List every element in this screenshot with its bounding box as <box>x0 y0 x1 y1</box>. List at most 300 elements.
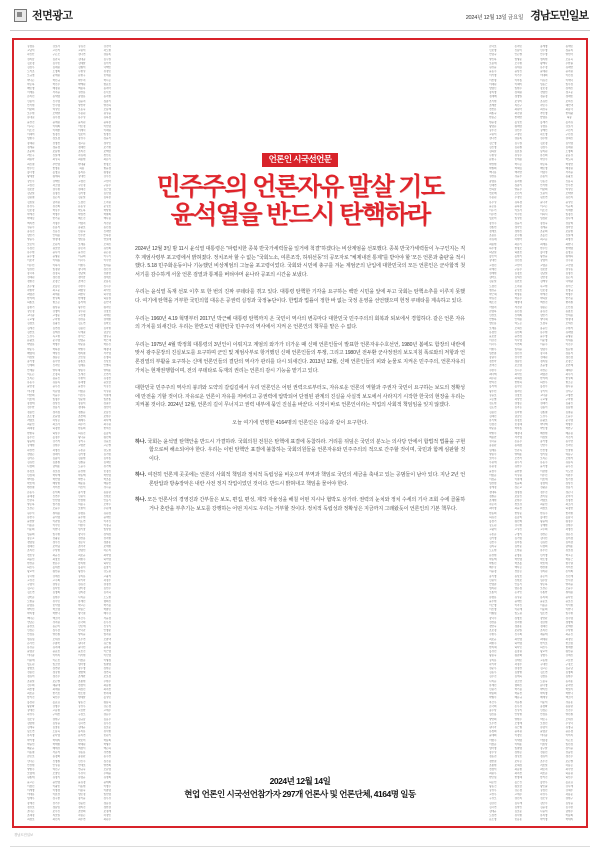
signatory-name: 신성식 <box>514 709 522 713</box>
signatory-name: 고다솜 <box>540 393 548 397</box>
signatory-name: 이영경 <box>540 738 548 742</box>
signatory-name: 권영은 <box>27 452 35 456</box>
signatory-name: 하동원 <box>565 772 573 776</box>
signatory-name: 임성빈 <box>27 267 35 271</box>
signatory-name: 류이근 <box>565 284 573 288</box>
signatory-name: 김준일 <box>489 280 497 284</box>
signatory-name: 고병찬 <box>565 393 573 397</box>
signatory-name: 최수연 <box>565 767 573 771</box>
signatory-name: 최성욱 <box>52 158 60 162</box>
signatory-name: 류진희 <box>52 204 60 208</box>
signatory-name: 정종훈 <box>103 540 111 544</box>
signatory-name: 엄민용 <box>489 322 497 326</box>
signatory-name: 유승목 <box>565 461 573 465</box>
signatory-name: 유우성 <box>489 200 497 204</box>
signatory-name: 전영선 <box>52 141 60 145</box>
signatory-name: 박근혜 <box>103 339 111 343</box>
signatory-name: 유원정 <box>489 465 497 469</box>
signatory-name: 민정혜 <box>27 473 35 477</box>
signatory-name: 안재승 <box>514 318 522 322</box>
signatory-name: 최혜정 <box>514 377 522 381</box>
signatory-name: 정동권 <box>489 755 497 759</box>
signatory-name: 문영훈 <box>27 604 35 608</box>
signatory-name: 신상호 <box>103 360 111 364</box>
signatory-name: 김신영 <box>103 192 111 196</box>
signatory-name: 정용인 <box>514 360 522 364</box>
signatory-name: 김아름 <box>514 540 522 544</box>
signatory-name: 허남설 <box>103 297 111 301</box>
signatory-name: 신정은 <box>27 629 35 633</box>
signatory-name: 오마주 <box>489 456 497 460</box>
signatory-name: 안서현 <box>27 103 35 107</box>
signatory-name: 박보미 <box>565 688 573 692</box>
signatory-name: 김동우 <box>103 717 111 721</box>
signatory-name: 홍근진 <box>514 780 522 784</box>
signatory-name: 최규진 <box>565 633 573 637</box>
signatory-name: 심층기 <box>103 99 111 103</box>
signatory-name: 배재성 <box>540 696 548 700</box>
signatory-name: 지호일 <box>52 814 60 818</box>
signatory-name: 오창민 <box>540 721 548 725</box>
signatory-name: 함영훈 <box>540 116 548 120</box>
signatory-name: 윤주영 <box>540 335 548 339</box>
signatory-name: 김양진 <box>514 805 522 809</box>
signatory-name: 용윤신 <box>540 326 548 330</box>
signatory-name: 임주현 <box>52 532 60 536</box>
signatory-name: 안관옥 <box>27 498 35 502</box>
signatory-name: 양진하 <box>103 103 111 107</box>
signatory-name: 박다해 <box>52 473 60 477</box>
signatory-name: 석진환 <box>103 221 111 225</box>
signatory-name: 신채연 <box>103 229 111 233</box>
signatory-name: 강현우 <box>565 524 573 528</box>
signatory-name: 변지철 <box>565 301 573 305</box>
signatory-name: 홍인택 <box>489 255 497 259</box>
signatory-name: 김가영 <box>489 536 497 540</box>
signatory-name: 정승임 <box>52 805 60 809</box>
signatory-name: 송은미 <box>540 574 548 578</box>
signatory-name: 홍영표 <box>565 250 573 254</box>
signatory-name: 최지선 <box>103 688 111 692</box>
signatory-name: 홍현기 <box>27 305 35 309</box>
demand-text: 여전히 언론계 곳곳에는 언론의 사회적 책임과 정치적 독립성을 비웃으며 부역과 책임로 국민의 세금을 축내고 있는 공범들이 남아 있다. 지난 2년 언론탄압과 방송장악은 내란 사전 정지 작업이었던 것이다. 반드시 밝혀내고 책임을 물어야 한다. <box>147 472 466 487</box>
signatory-name: 임기창 <box>565 477 573 481</box>
signatory-name: 서준석 <box>540 700 548 704</box>
signatory-name: 허승 <box>566 116 572 120</box>
signatory-name: 지영호 <box>27 419 35 423</box>
signatory-name: 진시우 <box>103 284 111 288</box>
signatory-name: 하경헌 <box>565 507 573 511</box>
signatory-name: 장필수 <box>489 356 497 360</box>
signatory-name: 이동현 <box>78 784 86 788</box>
signatory-name: 신현보 <box>103 494 111 498</box>
signatory-name: 정은나 <box>565 490 573 494</box>
signatory-name: 조충현 <box>489 763 497 767</box>
signatory-name: 동지훈 <box>78 730 86 734</box>
signatory-name: 오윤주 <box>52 507 60 511</box>
signatory-name: 김두열 <box>103 57 111 61</box>
signatory-name: 문동성 <box>565 154 573 158</box>
signatory-name: 우현석 <box>565 326 573 330</box>
signatory-name: 정수진 <box>52 540 60 544</box>
signatory-name: 이효상 <box>540 742 548 746</box>
signatory-name: 이시우 <box>489 343 497 347</box>
signatory-name: 우원재 <box>489 461 497 465</box>
signatory-name: 심재훈 <box>78 364 86 368</box>
signatory-name: 정강현 <box>540 620 548 624</box>
signatory-name: 현예슬 <box>565 646 573 650</box>
signatory-name: 임도원 <box>514 612 522 616</box>
signatory-name: 황윤태 <box>540 519 548 523</box>
signatory-name: 김지숙 <box>489 545 497 549</box>
signatory-name: 최호준 <box>27 692 35 696</box>
signatory-name: 유명식 <box>52 776 60 780</box>
signatory-name: 장세정 <box>489 486 497 490</box>
signatory-name: 홍갑의 <box>103 431 111 435</box>
signatory-name: 최병성 <box>565 238 573 242</box>
signatory-name: 정혜민 <box>540 625 548 629</box>
signatory-name: 송은미 <box>52 625 60 629</box>
signatory-name: 이태훈 <box>514 742 522 746</box>
signatory-name: 장은교 <box>514 486 522 490</box>
signatory-name: 노윤주 <box>565 414 573 418</box>
signatory-name: 서준석 <box>52 751 60 755</box>
signatory-name: 강기석 <box>52 440 60 444</box>
signatory-name: 문성호 <box>514 288 522 292</box>
signatory-name: 오원석 <box>52 242 60 246</box>
signatory-name: 박한나 <box>52 612 60 616</box>
signatory-name: 안상현 <box>27 763 35 767</box>
signatory-name: 방준호 <box>103 82 111 86</box>
signatory-name: 오영재 <box>514 721 522 725</box>
signatory-name: 우성덕 <box>565 721 573 725</box>
signatory-name: 김유빈 <box>27 461 35 465</box>
signatory-name: 함영훈 <box>52 166 60 170</box>
signatory-name: 성지원 <box>540 570 548 574</box>
signatory-name: 홍창기 <box>103 566 111 570</box>
signatory-name: 이채린 <box>103 129 111 133</box>
signatory-name: 황교익 <box>27 570 35 574</box>
signatory-name: 선담은 <box>27 620 35 624</box>
signatory-name: 엄기섭 <box>52 503 60 507</box>
signatory-name: 최승현 <box>489 242 497 246</box>
signatory-name: 연보배 <box>103 238 111 242</box>
signatory-name: 오혜진 <box>514 326 522 330</box>
signatory-name: 강도원 <box>489 524 497 528</box>
signatory-name: 권우현 <box>540 137 548 141</box>
signatory-name: 오연서 <box>103 372 111 376</box>
signatory-name: 권순우 <box>103 713 111 717</box>
signatory-name: 우제윤 <box>103 772 111 776</box>
signatory-name: 윤창수 <box>489 469 497 473</box>
signatory-name: 이서현 <box>565 604 573 608</box>
signatory-name: 최영권 <box>27 292 35 296</box>
advertisement-frame <box>12 38 588 828</box>
signatory-name: 황재하 <box>565 255 573 259</box>
signatory-name: 민서영 <box>52 604 60 608</box>
signatory-name: 윤상진 <box>27 120 35 124</box>
signatory-name: 최규진 <box>52 553 60 557</box>
signatory-name: 백상진 <box>540 301 548 305</box>
signatory-name: 최창호 <box>540 507 548 511</box>
signatory-name: 문다영 <box>52 734 60 738</box>
signatory-name: 주현우 <box>103 679 111 683</box>
signatory-name: 조주형 <box>27 284 35 288</box>
signatory-name: 유선희 <box>514 330 522 334</box>
signatory-name: 백소아 <box>52 616 60 620</box>
signatory-name: 명희진 <box>514 683 522 687</box>
signatory-name: 천선휴 <box>103 154 111 158</box>
signatory-name: 진달래 <box>52 154 60 158</box>
signatory-name: 오민석 <box>514 192 522 196</box>
signatory-name: 진주희 <box>27 683 35 687</box>
signatory-name: 한기호 <box>52 692 60 696</box>
signatory-name: 김하늘 <box>103 196 111 200</box>
signatory-name: 손덕호 <box>489 45 497 48</box>
signatory-name: 윤영균 <box>27 650 35 654</box>
signatory-name: 안대용 <box>565 314 573 317</box>
signatory-name: 문현구 <box>489 158 497 162</box>
signatory-name: 이재덕 <box>78 129 86 133</box>
signatory-name: 윤연정 <box>27 385 35 389</box>
signatory-name: 박현수 <box>78 347 86 351</box>
signatory-name: 박유진 <box>489 297 497 301</box>
signatory-name: 김도연 <box>489 406 497 410</box>
signatory-name: 임주현 <box>565 612 573 616</box>
signatory-name: 남소연 <box>27 730 35 734</box>
signatory-name: 안주영 <box>52 103 60 107</box>
signatory-name: 엄지원 <box>489 587 497 591</box>
signatory-name: 박소영 <box>540 557 548 561</box>
signatory-name: 조혜정 <box>27 814 35 818</box>
signatory-name: 정선아 <box>489 360 497 364</box>
signatory-name: 양다혜 <box>52 368 60 372</box>
signatory-name: 황수빈 <box>489 389 497 393</box>
signatory-name: 여승구 <box>565 452 573 456</box>
signatory-name: 박미선 <box>540 688 548 692</box>
signatory-name: 천선휴 <box>489 108 497 112</box>
signatory-name: 나윤석 <box>540 809 548 813</box>
signatory-name: 김혜민 <box>103 461 111 465</box>
signatory-name: 장병호 <box>514 616 522 620</box>
signatory-name: 김선주 <box>489 540 497 544</box>
signatory-name: 한재영 <box>565 246 573 250</box>
signatory-name: 박유진 <box>103 343 111 347</box>
signatory-name: 변상철 <box>540 566 548 570</box>
signatory-name: 정진우 <box>565 755 573 759</box>
signatory-name: 김유빈 <box>540 540 548 544</box>
signatory-name: 한현묵 <box>514 381 522 385</box>
signatory-name: 함석진 <box>540 776 548 780</box>
signatory-name: 홍대선 <box>52 566 60 570</box>
signatory-name: 이광빈 <box>52 784 60 788</box>
signatory-name: 류수민 <box>540 549 548 553</box>
signatory-name: 윤유경 <box>565 730 573 734</box>
signatory-name: 오상은 <box>540 587 548 591</box>
signatory-name: 조해람 <box>489 103 497 107</box>
signatory-name: 홍지유 <box>78 171 86 175</box>
signatory-name: 나해인 <box>103 66 111 70</box>
signatory-name: 정영일 <box>514 95 522 99</box>
signatory-name: 양승수 <box>78 368 86 372</box>
signatory-name: 차현아 <box>514 238 522 242</box>
signatory-name: 조다은 <box>514 759 522 763</box>
advertisement-inner <box>17 43 583 823</box>
signatory-name: 권현구 <box>565 797 573 801</box>
signatory-name: 손민호 <box>27 755 35 759</box>
signatory-name: 안상현 <box>514 713 522 717</box>
signatory-name: 박고은 <box>565 553 573 557</box>
signatory-name: 우정민 <box>514 196 522 200</box>
signatory-name: 송유진 <box>540 309 548 313</box>
signatory-name: 이혜미 <box>514 82 522 86</box>
signatory-name: 어환희 <box>27 108 35 112</box>
signatory-name: 이민정 <box>78 124 86 128</box>
signatory-name: 이신영 <box>103 654 111 658</box>
signatory-name: 윤태희 <box>489 734 497 738</box>
signatory-name: 김의겸 <box>78 591 86 595</box>
signatory-name: 지민구 <box>27 154 35 158</box>
signatory-name: 윤동주 <box>489 70 497 74</box>
signatory-name: 임정환 <box>540 217 548 221</box>
signatory-name: 차정인 <box>103 814 111 818</box>
signatory-name: 신영철 <box>52 759 60 763</box>
signatory-name: 송수연 <box>52 360 60 364</box>
signatory-name: 고은별 <box>103 444 111 448</box>
signatory-name: 문다영 <box>540 683 548 687</box>
signatory-name: 김기범 <box>103 452 111 456</box>
signatory-name: 조기현 <box>103 145 111 149</box>
signatory-name: 김정우 <box>27 66 35 70</box>
signatory-name: 이진우 <box>565 343 573 347</box>
signatory-name: 김해성 <box>540 280 548 284</box>
signatory-name: 장시복 <box>540 351 548 355</box>
signatory-name: 박대의 <box>565 818 573 822</box>
signatory-name: 이창준 <box>489 742 497 746</box>
signatory-name: 곽기자 <box>489 662 497 666</box>
signatory-name: 심재훈 <box>489 448 497 452</box>
signatory-name: 고원석 <box>489 133 497 137</box>
signatory-name: 정종훈 <box>514 625 522 629</box>
signatory-name: 신승이 <box>514 49 522 53</box>
signatory-name: 최병성 <box>78 288 86 292</box>
signatory-name: 심층기 <box>514 183 522 187</box>
signatory-name: 조원일 <box>27 679 35 683</box>
signatory-name: 권채리 <box>52 452 60 456</box>
signatory-name: 김하늘 <box>489 150 497 154</box>
signatory-name: 고동현 <box>540 658 548 662</box>
signatory-name: 오민석 <box>27 242 35 246</box>
signatory-name: 임윤희 <box>27 532 35 536</box>
signatory-name: 유한주 <box>27 515 35 519</box>
signatory-name: 정병혁 <box>565 620 573 624</box>
signatory-name: 양승수 <box>489 452 497 456</box>
signatory-name: 장주영 <box>565 616 573 620</box>
signatory-name: 곽성우 <box>540 793 548 797</box>
signatory-name: 안대용 <box>52 234 60 238</box>
signatory-name: 성지원 <box>52 620 60 624</box>
signatory-name: 박지영 <box>27 612 35 616</box>
signatory-name: 조수진 <box>540 759 548 763</box>
signatory-name: 이가영 <box>489 74 497 78</box>
signatory-name: 나재필 <box>565 280 573 284</box>
signatory-name: 홍석재 <box>489 385 497 389</box>
signatory-name: 이병주 <box>489 738 497 742</box>
signatory-name: 우현석 <box>78 377 86 381</box>
signatory-name: 박강수 <box>52 208 60 212</box>
signatory-name: 정철운 <box>78 410 86 414</box>
signatory-name: 강병우 <box>52 704 60 708</box>
signatory-name: 배정원 <box>565 166 573 170</box>
signatory-name: 장보경 <box>52 137 60 141</box>
signatory-name: 유수경 <box>540 66 548 70</box>
signatory-name: 임동근 <box>540 82 548 86</box>
signatory-name: 남지원 <box>52 200 60 204</box>
signatory-name: 강윤호 <box>489 393 497 397</box>
signatory-name: 이근영 <box>103 650 111 654</box>
signatory-name: 박수지 <box>78 78 86 82</box>
signatory-name: 오종택 <box>489 591 497 595</box>
signatory-name: 서명수 <box>52 221 60 225</box>
signatory-name: 김지숙 <box>103 591 111 595</box>
signatory-name: 유명식 <box>540 725 548 729</box>
signatory-name: 민보경 <box>27 208 35 212</box>
signatory-name: 박은하 <box>27 82 35 86</box>
signatory-name: 한유주 <box>540 511 548 515</box>
signatory-name: 곽진산 <box>27 53 35 57</box>
signatory-name: 권지담 <box>27 57 35 61</box>
signatory-name: 송기영 <box>489 574 497 578</box>
signatory-name: 정아람 <box>78 276 86 280</box>
signatory-name: 유원정 <box>103 511 111 515</box>
signatory-name: 이서현 <box>78 654 86 658</box>
signatory-name: 여성민 <box>565 187 573 191</box>
signatory-name: 강유진 <box>78 45 86 48</box>
signatory-name: 송주상 <box>103 755 111 759</box>
signatory-name: 함석진 <box>27 696 35 700</box>
signoff-organization: 현업 언론인 시국선언참가자 297개 언론사 및 언론단체, 4164명 일동 <box>184 789 416 800</box>
signatory-name: 최한나 <box>565 242 573 246</box>
signatory-name: 유근형 <box>103 641 111 645</box>
signatory-name: 서재훈 <box>27 91 35 95</box>
signatory-name: 안정훈 <box>540 713 548 717</box>
signatory-name: 양지윤 <box>565 583 573 586</box>
signatory-name: 최동현 <box>514 767 522 771</box>
signatory-name: 강대인 <box>78 175 86 179</box>
signatory-name: 오세진 <box>78 372 86 376</box>
signatory-name: 김태규 <box>78 725 86 729</box>
signatory-name: 김원철 <box>27 196 35 200</box>
signatory-name: 장덕수 <box>78 532 86 536</box>
signatory-name: 이은호 <box>52 658 60 662</box>
signatory-name: 장보경 <box>540 87 548 91</box>
signatory-name: 윤복원 <box>514 730 522 734</box>
signatory-name: 한여진 <box>103 427 111 431</box>
signatory-name: 이영경 <box>52 788 60 792</box>
signatory-name: 황동건 <box>489 784 497 788</box>
signatory-name: 강영미 <box>540 259 548 263</box>
signatory-name: 황인솔 <box>540 784 548 788</box>
signatory-name: 류정호 <box>27 469 35 473</box>
signatory-name: 구승우 <box>514 267 522 271</box>
signatory-name: 권오성 <box>27 717 35 721</box>
signatory-name: 차유채 <box>78 154 86 158</box>
signatory-name: 류덕현 <box>514 814 522 818</box>
signatory-name: 정대하 <box>489 490 497 494</box>
signatory-name: 박용근 <box>565 557 573 561</box>
signatory-name: 심윤지 <box>78 99 86 103</box>
signatory-name: 윤영균 <box>540 730 548 734</box>
